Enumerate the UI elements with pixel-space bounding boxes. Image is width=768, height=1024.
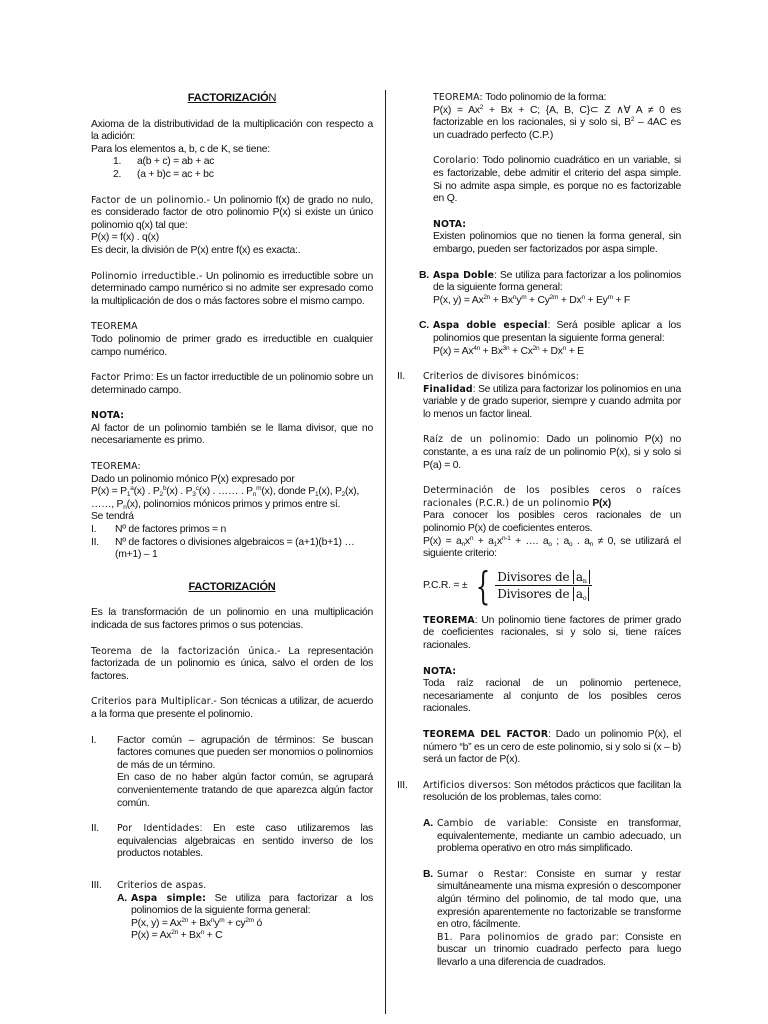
criterio-i: I. Factor común – agrupación de términos: Se buscan factores comunes que pueden ser monomios o polinomios de más de un término. En caso de no haber algún factor común, se agrupará convenientemente tratando de que aparezca algún factor común. xyxy=(91,734,373,809)
column-divider xyxy=(385,90,386,1014)
corolario: Corolario: Todo polinomio cuadrático en un variable, si es factorizable, debe admitir el criterio del aspa simple. Si no admite aspa simple, es porque no es factorizable en Q. xyxy=(433,155,681,205)
nota-aspa: NOTA: Existen polinomios que no tienen la forma general, sin embargo, pueden ser factorizados por aspa simple. xyxy=(433,218,681,255)
aspa-simple-formula-1: P(x, $y) = Ax^{2n} + Bx^ny^m + cy^{2m}$ ó xyxy=(131,916,263,929)
teorema-1: TEOREMA Todo polinomio de primer grado es irreductible en cualquier campo numérico. xyxy=(91,321,373,358)
cambio-variable: A. Cambio de variable: Consiste en transformar, equivalentemente, mediante un cambio adecuado, un problema operativo en otro más simplificado. xyxy=(423,817,681,855)
aspa-doble-formula: P(x, $y) = Ax^{2n} + Bx^ny^m + Cy^{2m} + Dx^n + Ey^m + F$ xyxy=(433,293,630,306)
raiz-polinomio: Raíz de un polinomio: Dado un polinomio P(x) no constante, a es una raíz de un polinomio P(x), si y solo si P(a) = 0. xyxy=(423,434,681,471)
aspa-doble-especial: C. Aspa doble especial: Será posible aplicar a los polinomios que presentan la siguiente forma general: $P(x) = Ax^{4n} + Bx^{3n} + Cx^{2n} + Dx^n + E$ xyxy=(419,320,681,357)
axioma-block: Axioma de la distributividad de la multiplicación con respecto a la adición: Para los elementos a, b, c de K, se tiene: 1. a(b + c) = ab + ac 2. (a + b)c = ac + bc xyxy=(91,118,373,180)
aspa-simple: A. Aspa simple: Se utiliza para factorizar a los polinomios de la siguiente forma general: P(x, $y) = Ax^{2n} + Bx^ny^m + cy^{2m}$ ó $P(x) = Ax^{2n} + Bx^n + C$ xyxy=(117,892,373,942)
factorizacion-definition: Es la transformación de un polinomio en una multiplicación indicada de sus factores primos o sus potencias. xyxy=(91,607,373,631)
factor-primo: Factor Primo: Es un factor irreductible de un polinomio sobre un determinado campo. xyxy=(91,372,373,396)
aspa-doble-especial-formula: $P(x) = Ax^{4n} + Bx^{3n} + Cx^{2n} + Dx^n + E$ xyxy=(433,344,584,357)
pcr-block: Determinación de los posibles ceros o raíces racionales (P.C.R.) de un polinomio P(x) Para conocer los posibles ceros racionales de un polinomio P(x) de coeficientes enteros. $P(x) = a_nx^n + a_1x^{n-1}$ + …. $a_o$ ; $a_o$ . $a_n \ne 0$, se utilizará el siguiente criterio: xyxy=(423,485,681,560)
teorema-factor: TEOREMA DEL FACTOR: Dado un polinomio P(x), el número “b” es un cero de este polinomio, si y solo si (x – b) será un factor de P(x). xyxy=(423,728,682,766)
criterios-multiplicar: Criterios para Multiplicar.- Son técnicas a utilizar, de acuerdo a la forma que presente el polinomio. xyxy=(91,696,374,720)
irreducible-definition: Polinomio irreductible.- Un polinomio es irreductible sobre un determinado campo numérico si no admite ser expresado como la multiplicación de dos o más factores sobre el mismo campo. xyxy=(91,270,373,307)
page-title: FACTORIZACIÓN xyxy=(187,92,277,104)
right-column xyxy=(397,92,681,969)
t2-item: I. Nº de factores primos = n xyxy=(91,524,227,536)
axiom-item: 2. (a + b)c = ac + bc xyxy=(113,168,214,180)
teorema-aspa-formula: $P(x) = Ax^2 + Bx + C$; {A, B, C}⊂ Z ∧∀ A ≠ 0 es factorizable en los racionales, si y solo si, $B^2 - 4AC$ es un cuadrado perfecto (C.P.) xyxy=(433,103,681,141)
teorema-aspa: TEOREMA: Todo polinomio de la forma: $P(x) = Ax^2 + Bx + C$; {A, B, C}⊂ Z ∧∀ A ≠ 0 es factorizable en los racionales, si y solo si, $B^2 - 4AC$ es un cuadrado perfecto (C.P.) xyxy=(433,92,681,141)
aspa-simple-formula-2: $P(x) = Ax^{2n} + Bx^n + C$ xyxy=(131,929,223,942)
pcr-formula: P.C.R. = ± { $\frac{Divisores de a_n}{Divisores de a_o}$ xyxy=(423,567,681,605)
factor-definition: Factor de un polinomio.- Un polinomio f(x) de grado no nulo, es considerado factor de otro polinomio P(x) si existe un único polinomio q(x) tal que: P(x) = f(x) . q(x) Es decir, la división de P(x) entre f(x) es exacta:. xyxy=(91,194,374,256)
teorema-2-formula: $P(x) = P_1^a(x)$ . $P_2^b(x)$ . $P_3^c(x)$ . …… . $P_n^m(x)$, donde $P_1(x)$, $P_2(x)$, ……, $P_n(x)$, polinomios mónicos primos y primos entre sí. xyxy=(91,485,360,511)
teorema-raices: TEOREMA: Un polinomio tiene factores de primer grado de coeficientes racionales, si y solo si, tiene raíces racionales. xyxy=(423,614,681,651)
criterio-divisores: II. Criterios de divisores binómicos: Finalidad: Se utiliza para factorizar los polinomios en una variable y de grado superior, siempre y cuando admita por lo menos un factor lineal. Raíz de un polinomio: Dado un polinomio P(x) no constante, a es una raíz de un polinomio P(x), si y solo si P(a) = 0. Determinación de los posibles ceros o raíces racionales (P.C.R.) de un polinomio P(x) Para conocer los posibles ceros racionales de un polinomio P(x) de coeficientes enteros. $P(x) = a_nx^n + a_1x^{n-1}$ + …. $a_o$ ; $a_o$ . $a_n \ne 0$, se utilizará el siguiente criterio: P.C.R. = ± { $\frac{Divisores de a_n}{Divisores de a_o}$ TEOREMA: Un polinomio tiene factores de primer grado de coeficientes racionales, si y solo si, tiene raíces racionales. NOTA: Toda raíz racional de un polinomio pertenece, necesariamente al conjunto de los posibles ceros racionales. TEOREMA DEL FACTOR: Dado un polinomio P(x), el número “b” es un cero de este polinomio, si y solo si (x – b) será un factor de P(x). xyxy=(397,371,682,766)
factorizacion-unica: Teorema de la factorización única.- La representación factorizada de un polinomio es única, salvo el orden de los factores. xyxy=(91,645,373,682)
section-title: FACTORIZACIÓN xyxy=(188,580,276,593)
pcr-polynomial: $P(x) = a_nx^n + a_1x^{n-1}$ + …. $a_o$ ; $a_o$ . $a_n \ne 0$, se utilizará el xyxy=(423,534,681,548)
teorema-2: TEOREMA: Dado un polinomio mónico P(x) expresado por $P(x) = P_1^a(x)$ . $P_2^b(x)$ . $P_3^c(x)$ . …… . $P_n^m(x)$, donde $P_1(x)$, $P_2(x)$, ……, $P_n(x)$, polinomios mónicos primos y primos entre sí. Se tendrá I. Nº de factores primos = n II. Nº de factores o divisiones algebraicos = (a+1)(b+1) …(m+1) – 1 xyxy=(91,461,373,562)
sumar-restar: B. Sumar o Restar: Consiste en sumar y restar simultáneamente una misma expresión o descomponer algún término del polinomio, de tal modo que, una expresión aparentemente no factorizable se transforme en otro, fácilmente. B1. Para polinomios de grado par: Consiste en buscar un trinomio cuadrado perfecto para luego llevarlo a una diferencia de cuadrados. xyxy=(423,868,681,968)
artificios-diversos: III. Artificios diversos: Son métodos prácticos que facilitan la resolución de los problemas, tales como: A. Cambio de variable: Consiste en transformar, equivalentemente, mediante un cambio adecuado, un problema operativo en otro más simplificado. B. Sumar o Restar: Consiste en sumar y restar simultáneamente una misma expresión o descomponer algún término del polinomio, de tal modo que, una expresión aparentemente no factorizable se transforme en otro, fácilmente. B1. Para polinomios de grado par: Consiste en buscar un trinomio cuadrado perfecto para luego llevarlo a una diferencia de cuadrados. xyxy=(397,779,682,968)
axiom-item: 1. a(b + c) = ab + ac xyxy=(113,156,215,168)
criterio-ii: II. Por Identidades: En este caso utilizaremos las equivalencias algebraicas en sentido inverso de los productos notables. xyxy=(91,823,373,860)
left-column xyxy=(91,92,373,943)
brace-icon: { xyxy=(476,563,491,608)
t2-item: II. Nº de factores o divisiones algebraicos = (a+1)(b+1) …(m+1) – 1 xyxy=(91,536,355,561)
nota-1: NOTA: Al factor de un polinomio también se le llama divisor, que no necesariamente es primo. xyxy=(91,410,373,447)
criterio-iii: III. Criterios de aspas. A. Aspa simple: Se utiliza para factorizar a los polinomios de la siguiente forma general: P(x, $y) = Ax^{2n} + Bx^ny^m + cy^{2m}$ ó $P(x) = Ax^{2n} + Bx^n + C$ xyxy=(91,879,373,942)
nota-raiz: NOTA: Toda raíz racional de un polinomio pertenece, necesariamente al conjunto de los posibles ceros racionales. xyxy=(423,665,681,715)
aspa-doble: B. Aspa Doble: Se utiliza para factorizar a los polinomios de la siguiente forma general: P(x, $y) = Ax^{2n} + Bx^ny^m + Cy^{2m} + Dx^n + Ey^m + F$ xyxy=(419,269,681,306)
